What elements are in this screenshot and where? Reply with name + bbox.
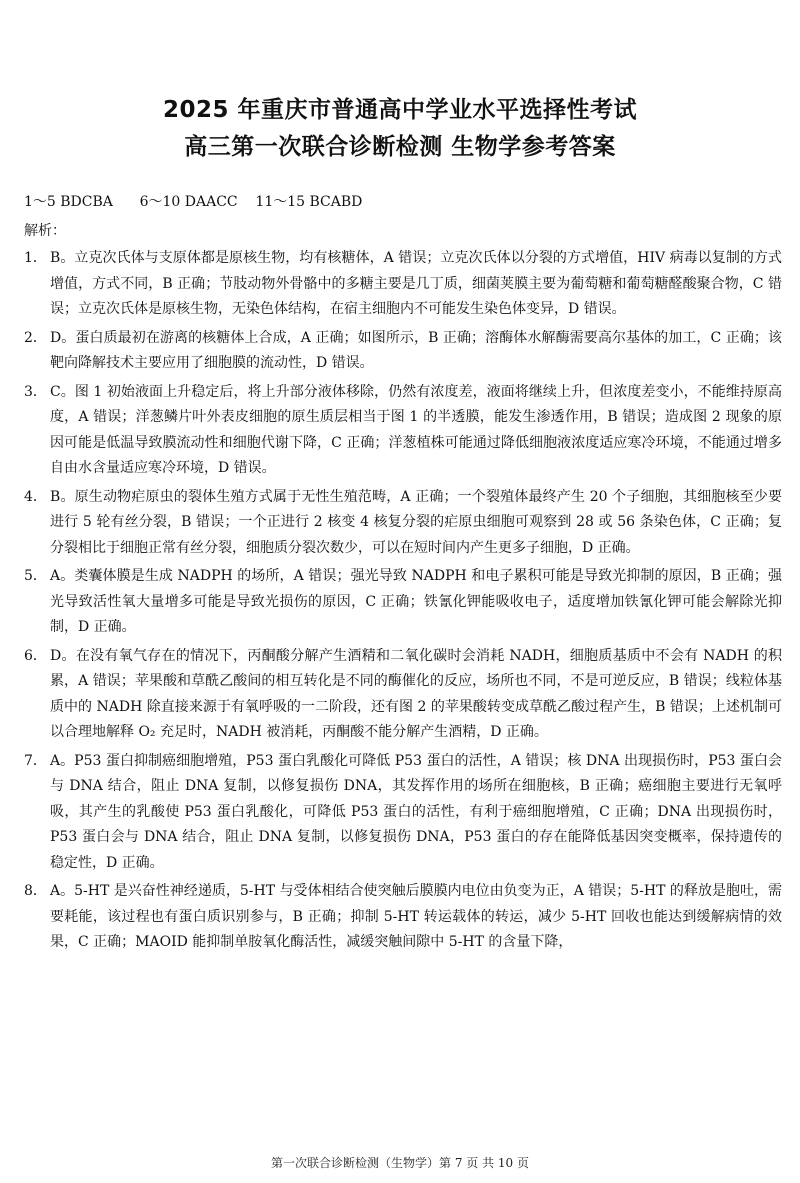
item-number: 6． [24,647,47,664]
title-line-2: 高三第一次联合诊断检测 生物学参考答案 [184,134,616,160]
list-item [24,326,782,377]
item-text: B。原生动物疟原虫的裂体生殖方式属于无性生殖范畴，A 正确；一个裂殖体最终产生 20 个子细胞，其细胞核至少要进行 5 轮有丝分裂，B 错误；一个正进行 2 核变 4 核复分裂的疟原虫细胞可观察到 28 或 56 条染色体，C 正确；复分裂相比于细胞正常有丝分裂，细胞质分裂次数少，可以在短时间内产生更多子细胞，D 正确。 [50,488,782,556]
item-number: 4． [24,488,47,505]
explanation-list [24,246,782,959]
item-number: 2． [24,329,47,346]
item-text: A。5-HT 是兴奋性神经递质，5-HT 与受体相结合使突触后膜膜内电位由负变为正，A 错误；5-HT 的释放是胞吐，需要耗能，该过程也有蛋白质识别参与，B 正确；抑制 5-HT 转运载体的转运，减少 5-HT 回收也能达到缓解病情的效果，C 正确；MAOID 能抑制单胺氧化酶活性，减缓突触间隙中 5-HT 的含量下降， [50,883,782,950]
item-text: A。P53 蛋白抑制癌细胞增殖，P53 蛋白乳酸化可降低 P53 蛋白的活性，A 错误；核 DNA 出现损伤时，P53 蛋白会与 DNA 结合，阻止 DNA 复制，以修复损伤 DNA，其发挥作用的场所在细胞核，B 正确；癌细胞主要进行无氧呼吸，其产生的乳酸使 P53 蛋白乳酸化，可降低 P53 蛋白的活性，有利于癌细胞增殖，C 正确；DNA 出现损伤时，P53 蛋白会与 DNA 结合，阻止 DNA 复制，以修复损伤 DNA，P53 蛋白的存在能降低基因突变概率，保持遗传的稳定性，D 正确。 [50,752,782,871]
title-line-1: 2025 年重庆市普通高中学业水平选择性考试 [162,97,638,123]
page-footer: 第一次联合诊断检测（生物学）第 7 页 共 10 页 [271,1156,529,1170]
list-item [24,246,782,323]
list-item [24,879,782,956]
list-item [24,485,782,562]
item-text: C。图 1 初始液面上升稳定后，将上升部分液体移除，仍然有浓度差，液面将继续上升，但浓度差变小，不能维持原高度，A 错误；洋葱鳞片叶外表皮细胞的原生质层相当于图 1 的半透膜，能发生渗透作用，B 错误；造成图 2 现象的原因可能是低温导致膜流动性和细胞代谢下降，C 正确；洋葱植株可能通过降低细胞液浓度适应寒冷环境，不能通过增多自由水含量适应寒冷环境，D 错误。 [50,383,782,476]
answer-key: 1～5 BDCBA 6～10 DAACC 11～15 BCABD [24,194,363,210]
item-number: 7． [24,752,47,769]
list-item [24,564,782,641]
list-item [24,644,782,746]
list-item [24,380,782,482]
item-number: 3． [24,383,47,400]
item-number: 5． [24,568,47,584]
item-text: D。在没有氧气存在的情况下，丙酮酸分解产生酒精和二氧化碳时会消耗 NADH，细胞质基质中不会有 NADH 的积累，A 错误；苹果酸和草酰乙酸间的相互转化是不同的酶催化的反应，场所也不同，不是可逆反应，B 错误；线粒体基质中的 NADH 除直接来源于有氧呼吸的一二阶段，还有图 2 的苹果酸转变成草酰乙酸过程产生，B 错误；上述机制可以合理地解释 O₂ 充足时，NADH 被消耗，丙酮酸不能分解产生酒精，D 正确。 [50,647,782,740]
item-number: 8． [24,883,47,899]
item-text: B。立克次氏体与支原体都是原核生物，均有核糖体，A 错误；立克次氏体以分裂的方式增值，HIV 病毒以复制的方式增值，方式不同，B 正确；节肢动物外骨骼中的多糖主要是几丁质，细菌荚膜主要为葡萄糖和葡萄糖醛酸聚合物，C 错误；立克次氏体是原核生物，无染色体结构，在宿主细胞内不可能发生染色体变异，D 错误。 [50,250,782,317]
analysis-label: 解析： [24,223,66,239]
item-text: A。类囊体膜是生成 NADPH 的场所，A 错误；强光导致 NADPH 和电子累积可能是导致光抑制的原因，B 正确；强光导致活性氧大量增多可能是导致光损伤的原因，C 正确；铁氰化钾能吸收电子，适度增加铁氰化钾可能会解除光抑制，D 正确。 [50,568,782,635]
item-text: D。蛋白质最初在游离的核糖体上合成，A 正确；如图所示，B 正确；溶酶体水解酶需要高尔基体的加工，C 正确；该靶向降解技术主要应用了细胞膜的流动性，D 错误。 [50,329,782,371]
list-item [24,749,782,877]
item-number: 1． [24,250,47,266]
